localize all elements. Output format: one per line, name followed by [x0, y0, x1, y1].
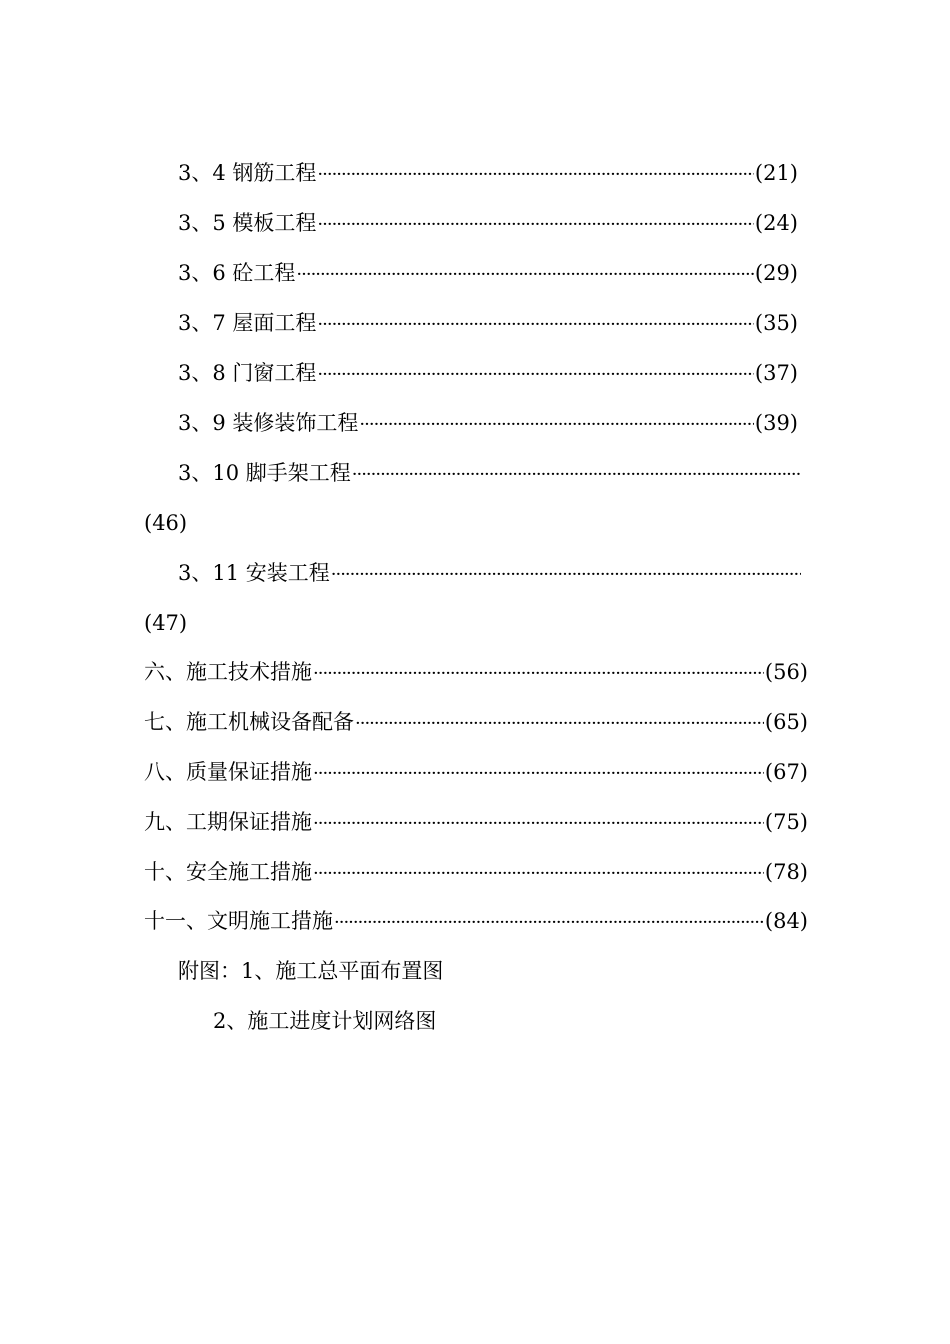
- toc-entry-page: (67): [764, 760, 808, 784]
- toc-entry-page: (65): [764, 710, 808, 734]
- toc-entry-page: (78): [764, 860, 808, 884]
- toc-entry-label: 3、4 钢筋工程: [178, 161, 317, 185]
- toc-entry-label: 七、施工机械设备配备: [144, 710, 354, 734]
- toc-entry-page: (29): [754, 261, 798, 285]
- toc-entry-page: (84): [764, 909, 808, 933]
- dot-leader: [352, 458, 801, 490]
- dot-leader: [313, 807, 764, 839]
- dot-leader: [334, 906, 764, 938]
- toc-entry: [144, 408, 798, 438]
- toc-entry: [144, 857, 808, 887]
- toc-entry: [144, 807, 808, 837]
- appendix-line-1: 附图：1、施工总平面布置图: [178, 959, 444, 983]
- dot-leader: [317, 308, 753, 340]
- toc-entry-label: 3、9 装修装饰工程: [178, 411, 359, 435]
- dot-leader: [317, 208, 753, 240]
- toc-entry-label: 六、施工技术措施: [144, 660, 312, 684]
- toc-entry-wrapped: [144, 458, 802, 488]
- appendix-line-2: 2、施工进度计划网络图: [213, 1009, 437, 1033]
- dot-leader: [359, 408, 753, 440]
- toc-entry-label: 十一、文明施工措施: [144, 909, 333, 933]
- toc-entry-page: (47): [144, 611, 188, 635]
- dot-leader: [313, 857, 764, 889]
- toc-entry: [144, 158, 798, 188]
- dot-leader: [317, 158, 753, 190]
- toc-entry-label: 3、10 脚手架工程: [178, 461, 351, 485]
- toc-entry: [144, 258, 798, 288]
- toc-entry-page: (35): [754, 311, 798, 335]
- toc-entry-page: (75): [764, 810, 808, 834]
- dot-leader: [313, 757, 764, 789]
- dot-leader: [355, 707, 764, 739]
- toc-entry-label: 3、11 安装工程: [178, 561, 330, 585]
- toc-entry-page: (21): [754, 161, 798, 185]
- dot-leader: [317, 358, 753, 390]
- toc-entry: [144, 308, 798, 338]
- toc-entry: [144, 358, 798, 388]
- toc-entry-label: 3、7 屋面工程: [178, 311, 317, 335]
- toc-entry-page: (56): [764, 660, 808, 684]
- toc-entry-label: 八、质量保证措施: [144, 760, 312, 784]
- toc-entry: [144, 707, 808, 737]
- dot-leader: [331, 558, 801, 590]
- toc-entry-label: 3、5 模板工程: [178, 211, 317, 235]
- toc-entry-page: (46): [144, 511, 188, 535]
- toc-entry: [144, 906, 808, 936]
- dot-leader: [296, 258, 753, 290]
- toc-entry-label: 3、6 砼工程: [178, 261, 296, 285]
- dot-leader: [313, 657, 764, 689]
- toc-entry-label: 九、工期保证措施: [144, 810, 312, 834]
- toc-entry-label: 3、8 门窗工程: [178, 361, 317, 385]
- toc-entry: [144, 657, 808, 687]
- toc-entry: [144, 757, 808, 787]
- toc-entry-label: 十、安全施工措施: [144, 860, 312, 884]
- toc-entry-page: (24): [754, 211, 798, 235]
- toc-entry-page: (39): [754, 411, 798, 435]
- toc-entry: [144, 208, 798, 238]
- toc-entry-wrapped: [144, 558, 802, 588]
- toc-entry-page: (37): [754, 361, 798, 385]
